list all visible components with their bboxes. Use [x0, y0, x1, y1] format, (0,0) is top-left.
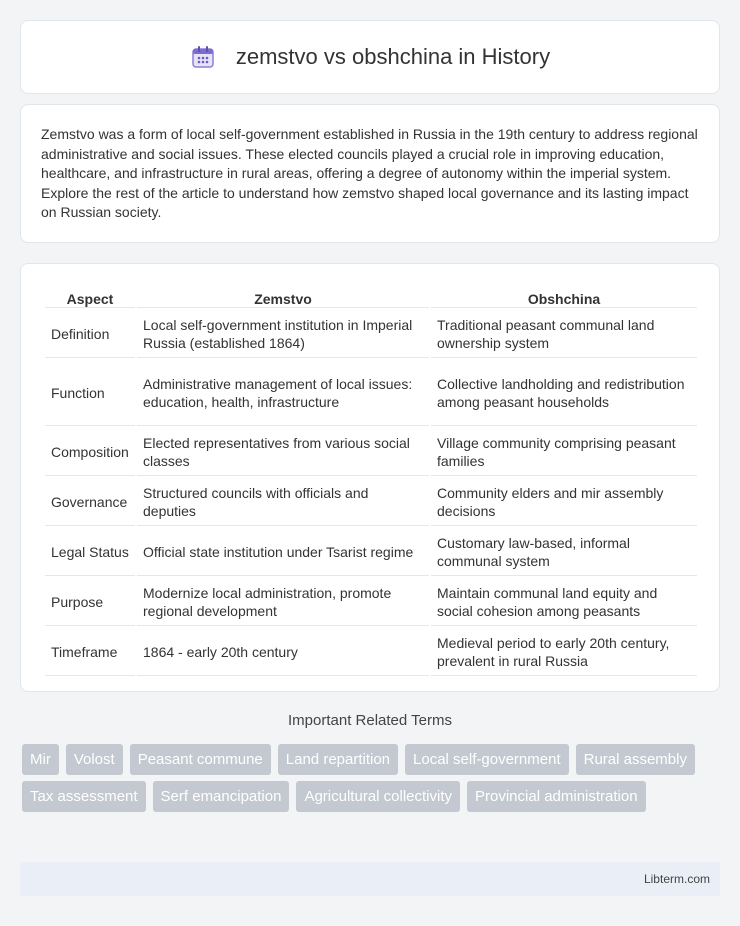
related-terms-heading: Important Related Terms: [288, 712, 452, 729]
row-aspect: Definition: [45, 310, 135, 358]
row-aspect: Legal Status: [45, 528, 135, 576]
term-tag[interactable]: Serf emancipation: [153, 781, 290, 812]
row-obshchina: Customary law-based, informal communal system: [431, 528, 697, 576]
row-aspect: Timeframe: [45, 628, 135, 676]
row-zemstvo: Official state institution under Tsarist regime: [137, 528, 429, 576]
term-tag[interactable]: Tax assessment: [22, 781, 146, 812]
header-obshchina: Obshchina: [431, 286, 697, 308]
related-terms-list: [22, 744, 722, 818]
row-aspect: Governance: [45, 478, 135, 526]
table-row: [45, 578, 697, 626]
term-tag[interactable]: Agricultural collectivity: [296, 781, 460, 812]
term-tag[interactable]: Local self-government: [405, 744, 569, 775]
table-row: [45, 628, 697, 676]
table-row: [45, 310, 697, 358]
intro-card: [20, 104, 720, 243]
row-zemstvo: Modernize local administration, promote regional development: [137, 578, 429, 626]
term-tag[interactable]: Land repartition: [278, 744, 398, 775]
table-row: [45, 528, 697, 576]
footer-site-link[interactable]: Libterm.com: [643, 872, 710, 886]
row-zemstvo: Local self-government institution in Imperial Russia (established 1864): [137, 310, 429, 358]
row-aspect: Function: [45, 360, 135, 426]
term-tag[interactable]: Mir: [22, 744, 59, 775]
table-row: [45, 478, 697, 526]
term-tag[interactable]: Volost: [66, 744, 123, 775]
row-obshchina: Maintain communal land equity and social cohesion among peasants: [431, 578, 697, 626]
row-zemstvo: 1864 - early 20th century: [137, 628, 429, 676]
row-aspect: Purpose: [45, 578, 135, 626]
table-header-row: [45, 286, 697, 308]
term-tag[interactable]: Provincial administration: [467, 781, 646, 812]
term-tag[interactable]: Rural assembly: [576, 744, 695, 775]
intro-text: Zemstvo was a form of local self-government established in Russia in the 19th century to address regional administrative and social issues. These elected councils played a crucial role in improving education, healthcare, and infrastructure in rural areas, offering a degree of autonomy within the imperial system. Explore the rest of the article to understand how zemstvo shaped local governance and its lasting impact on Russian society.: [41, 126, 698, 220]
row-obshchina: Medieval period to early 20th century, prevalent in rural Russia: [431, 628, 697, 676]
row-obshchina: Collective landholding and redistribution among peasant households: [431, 360, 697, 426]
table-row: [45, 360, 697, 426]
table-row: [45, 428, 697, 476]
row-zemstvo: Structured councils with officials and deputies: [137, 478, 429, 526]
row-zemstvo: Elected representatives from various social classes: [137, 428, 429, 476]
title-card: [20, 20, 720, 94]
row-obshchina: Village community comprising peasant families: [431, 428, 697, 476]
row-obshchina: Community elders and mir assembly decisions: [431, 478, 697, 526]
calendar-icon: [190, 44, 216, 70]
header-aspect: Aspect: [45, 286, 135, 308]
comparison-table: [43, 284, 699, 678]
header-zemstvo: Zemstvo: [137, 286, 429, 308]
row-aspect: Composition: [45, 428, 135, 476]
row-zemstvo: Administrative management of local issues: education, health, infrastructure: [137, 360, 429, 426]
page-title: zemstvo vs obshchina in History: [235, 44, 551, 69]
row-obshchina: Traditional peasant communal land ownership system: [431, 310, 697, 358]
term-tag[interactable]: Peasant commune: [130, 744, 271, 775]
comparison-table-card: [20, 263, 720, 692]
footer: [20, 862, 720, 896]
